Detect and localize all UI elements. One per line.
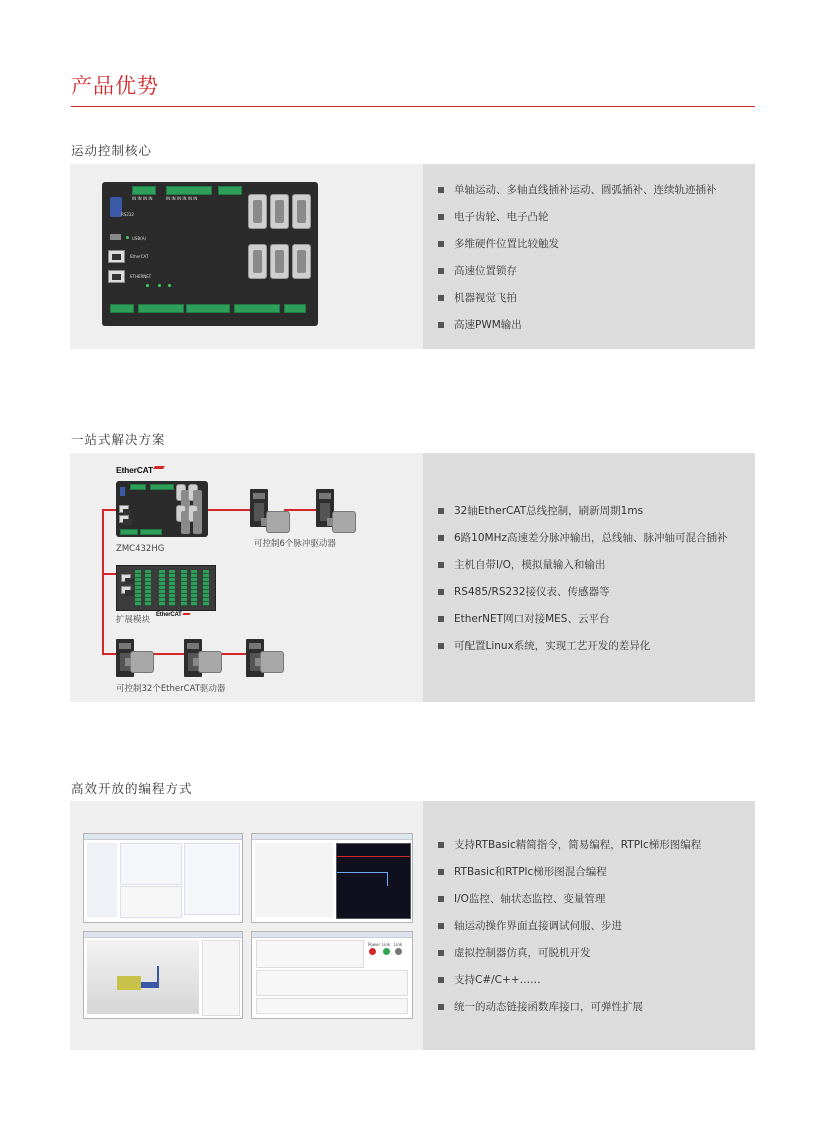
expansion-module-caption: 扩展模块 (116, 615, 151, 625)
feature-item: RS485/RS232接仪表、传感器等 (438, 585, 728, 612)
square-bullet-icon (438, 977, 444, 983)
ethercat-drive-caption: 可控制32个EtherCAT驱动器 (116, 684, 226, 694)
square-bullet-icon (438, 187, 444, 193)
feature-item: 单轴运动、多轴直线插补运动、圆弧插补、连续轨迹插补 (438, 183, 717, 210)
section-title-motion-core: 运动控制核心 (71, 143, 153, 158)
3d-simulation-screenshot (83, 931, 243, 1019)
square-bullet-icon (438, 562, 444, 568)
feature-item: I/O监控、轴状态监控、变量管理 (438, 892, 701, 919)
feature-item: 高速PWM输出 (438, 318, 717, 345)
motion-core-panel (70, 164, 755, 349)
square-bullet-icon (438, 950, 444, 956)
system-diagram-area (70, 453, 423, 702)
link-indicator-label: Link (394, 942, 403, 947)
motor-image (332, 511, 356, 533)
software-screenshots-area (70, 801, 423, 1050)
feature-item: EtherNET网口对接MES、云平台 (438, 612, 728, 639)
motor-image (130, 651, 154, 673)
motor-image (198, 651, 222, 673)
zmc432hg-controller-image (116, 481, 208, 537)
pulse-drive-caption: 可控制6个脉冲驱动器 (254, 539, 336, 549)
feature-item: 高速位置锁存 (438, 264, 717, 291)
feature-item: 支持C#/C++…… (438, 973, 701, 1000)
oscilloscope-screenshot (251, 833, 413, 923)
feature-item: 32轴EtherCAT总线控制，刷新周期1ms (438, 504, 728, 531)
virtual-controller-screenshot (251, 931, 413, 1019)
motor-image (266, 511, 290, 533)
title-divider (71, 106, 755, 107)
ethercat-logo: EtherCAT (116, 465, 153, 475)
feature-item: 主机自带I/O，模拟量输入和输出 (438, 558, 728, 585)
section-title-one-stop: 一站式解决方案 (71, 432, 166, 447)
page-title: 产品优势 (71, 74, 159, 98)
ethercat-port-label: EtherCAT (130, 254, 149, 259)
ethernet-port-label: ETHERNET (130, 274, 152, 279)
controller-device-image: IN IN IN IN IN IN IN IN IN IN RS232 USB(A) EtherCAT ETHERNET (102, 182, 318, 326)
square-bullet-icon (438, 616, 444, 622)
square-bullet-icon (438, 241, 444, 247)
square-bullet-icon (438, 268, 444, 274)
square-bullet-icon (438, 896, 444, 902)
feature-item: RTBasic和RTPlc梯形图混合编程 (438, 865, 701, 892)
ethercat-logo: EtherCAT (156, 612, 182, 618)
square-bullet-icon (438, 535, 444, 541)
feature-item: 电子齿轮、电子凸轮 (438, 210, 717, 237)
controller-model-label: ZMC432HG (116, 544, 165, 554)
power-indicator-label: Power (368, 942, 381, 947)
square-bullet-icon (438, 214, 444, 220)
square-bullet-icon (438, 295, 444, 301)
feature-item: 6路10MHz高速差分脉冲输出，总线轴、脉冲轴可混合插补 (438, 531, 728, 558)
square-bullet-icon (438, 643, 444, 649)
square-bullet-icon (438, 869, 444, 875)
square-bullet-icon (438, 322, 444, 328)
square-bullet-icon (438, 923, 444, 929)
programming-feature-list (438, 838, 701, 1027)
one-stop-panel (70, 453, 755, 702)
square-bullet-icon (438, 589, 444, 595)
feature-item: 可配置Linux系统，实现工艺开发的差异化 (438, 639, 728, 666)
square-bullet-icon (438, 842, 444, 848)
motor-image (260, 651, 284, 673)
motion-core-feature-list (438, 183, 717, 345)
feature-item: 轴运动操作界面直接调试伺服、步进 (438, 919, 701, 946)
feature-item: 机器视觉飞拍 (438, 291, 717, 318)
controller-image-area (70, 164, 423, 349)
expansion-module-image (116, 565, 216, 611)
square-bullet-icon (438, 508, 444, 514)
feature-item: 统一的动态链接函数库接口，可弹性扩展 (438, 1000, 701, 1027)
feature-item: 虚拟控制器仿真，可脱机开发 (438, 946, 701, 973)
programming-panel (70, 801, 755, 1050)
section-title-programming: 高效开放的编程方式 (71, 781, 193, 796)
link-indicator-label: Link (382, 942, 391, 947)
rs232-label: RS232 (121, 212, 134, 217)
usb-label: USB(A) (132, 236, 147, 241)
feature-item: 支持RTBasic精简指令，简易编程，RTPlc梯形图编程 (438, 838, 701, 865)
square-bullet-icon (438, 1004, 444, 1010)
feature-item: 多维硬件位置比较触发 (438, 237, 717, 264)
one-stop-feature-list (438, 504, 728, 666)
ide-screenshot (83, 833, 243, 923)
